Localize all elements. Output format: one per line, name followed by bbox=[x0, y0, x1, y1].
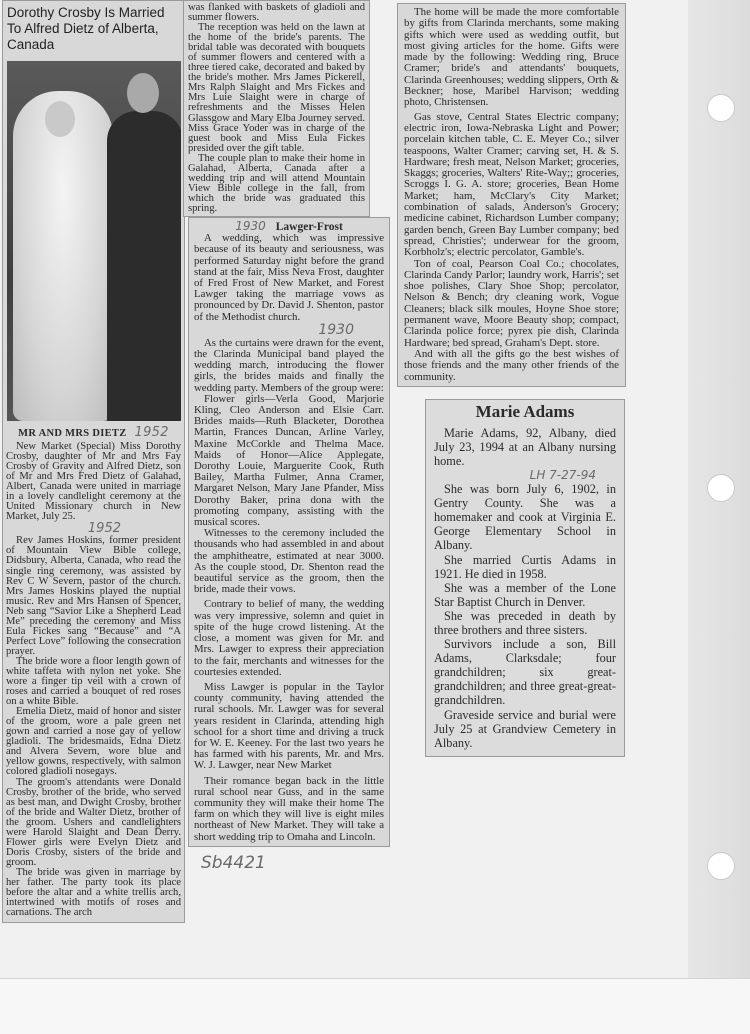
dietz-body bbox=[3, 442, 184, 918]
paragraph: The home will be made the more comfortable by gifts from Clarinda merchants, some making gifts which were used as wedding outfit, but most giving articles for the home. Gifts were made by the following: Wedding ring, Bruce Cramer; bride's and attendants' bouquets, Clarinda Greenhouses; wedding slippers, Orth & Beckner; hose, Maribel Harvison; wedding photo, Christensen. bbox=[404, 6, 619, 109]
lawger-frost-gifts-clipping bbox=[397, 3, 626, 387]
paragraph: New Market (Special) Miss Dorothy Crosby, daughter of Mr and Mrs Fay Crosby of Gravity and Alfred Dietz, son of Mr and Mrs Fred Dietz of Galahad, Albert, Canada were united in marriage in a lovely candlelight ceremony at the United Missionary church in New Market, July 25. bbox=[6, 441, 181, 523]
paragraph: Miss Lawger is popular in the Taylor county community, having attended the rural schools. Mr. Lawger was for several years resident in Clarinda, attending high school for a short time and driving a truck for W. E. Keeney. For the last two years he has farmed with his parents, Mr. and Mrs. W. J. Lawger, near New Market bbox=[194, 680, 384, 772]
dietz-continued-clipping bbox=[183, 0, 370, 217]
handwritten-date: LH 7-27-94 bbox=[529, 468, 596, 483]
paragraph: The bride was given in marriage by her father. The party took its place before the altar and a white trellis arch, intertwined with motifs of roses and carnations. The arch bbox=[6, 866, 181, 919]
handwritten-year: 1930 bbox=[235, 218, 266, 233]
photo-caption: MR AND MRS DIETZ bbox=[18, 428, 127, 439]
paragraph: She was a member of the Lone Star Baptist Church in Denver. bbox=[434, 580, 616, 609]
paragraph: was flanked with baskets of gladioli and summer flowers. bbox=[188, 2, 365, 24]
paragraph: She was born July 6, 1902, in Gentry County. She was a homemaker and cook at Virginia E. George Elementary School in Albany. bbox=[434, 482, 616, 553]
dietz-headline: Dorothy Crosby Is Married To Alfred Dietz of Alberta, Canada bbox=[7, 5, 165, 52]
scanner-margin bbox=[0, 978, 750, 1034]
paragraph: Ton of coal, Pearson Coal Co.; chocolates, Clarinda Candy Parlor; laundry work, Harris'; set shoe polishes, Clary Shoe Shop; percolator, Nelson & Bench; dry cleaning work, Vogue Cleaners; black silk moules, Hoyne Shoe store; permanent wave, Moore Beauty shop; compact, Clarinda police force; pyrex pie dish, Clarinda Hardware; bed spread, Graham's Dept. store. bbox=[404, 257, 619, 349]
paragraph: Survivors include a son, Bill Adams, Clarksdale; four grandchildren; six great-grandchildren; and three great-great-grandchildren. bbox=[434, 637, 616, 708]
binder-hole bbox=[707, 852, 735, 880]
column-2 bbox=[183, 0, 390, 873]
paragraph: And with all the gifts go the best wishes of those friends and the many other friends of the community. bbox=[404, 347, 619, 383]
column-3 bbox=[397, 3, 626, 757]
paragraph: The bride wore a floor length gown of white taffeta with nylon net yoke. She wore a finger tip veil with a crown of roses and carried a bouquet of red roses on a white Bible. bbox=[6, 655, 181, 708]
groom-figure bbox=[107, 111, 181, 421]
wedding-photo bbox=[7, 61, 181, 421]
paragraph: The groom's attendants were Donald Crosby, brother of the bride, who served as best man, and Dwight Crosby, brother of the bride and Walter Dietz, brother of the groom. Ushers and candlelighters were Harold Slaight and Dean Derry. Flower girls were Evelyn Dietz and Doris Crosby, sisters of the bride and groom. bbox=[6, 776, 181, 868]
paragraph: Graveside service and burial were July 25 at Grandview Cemetery in Albany. bbox=[434, 707, 616, 750]
paragraph: She married Curtis Adams in 1921. He died in 1958. bbox=[434, 552, 616, 581]
lawger-frost-clipping bbox=[188, 217, 390, 847]
paragraph: The couple plan to make their home in Galahad, Alberta, Canada after a wedding trip and will attend Mountain View Bible college in the fall, from which the bride was graduated this spring. bbox=[188, 152, 365, 214]
column-1 bbox=[2, 0, 185, 923]
groom-face bbox=[127, 73, 159, 113]
handwritten-year: 1952 bbox=[87, 521, 121, 537]
paragraph: Emelia Dietz, maid of honor and sister of the groom, wore a pale green net gown and carried a nose gay of yellow gladioli. The bridesmaids, Edna Dietz and Alvera Severn, wore blue and yellow gowns, respectively, with salmon colored gladioli nosegays. bbox=[6, 706, 181, 778]
marie-adams-headline: Marie Adams bbox=[475, 401, 575, 421]
paragraph: Contrary to belief of many, the wedding was very impressive, solemn and quiet in spite of the huge crowd listening. At the close, a moment was given for Mr. and Mrs. Lawger to express their appreciation to the fair, merchants and witnesses for the courtesies extended. bbox=[194, 598, 384, 678]
paragraph: Rev James Hoskins, former president of Mountain View Bible college, Didsbury, Alberta, Canada, who read the single ring ceremony, was assisted by Rev C W Severn, pastor of the church. Mrs James Hoskins played the nuptial music. Rev and Mrs Hansen of Spencer, Neb sang “Savior Like a Shepherd Lead Me” preceding the ceremony and Miss Eula Fickes sang “Because” and “A Perfect Love” following the consecration prayer. bbox=[6, 535, 181, 657]
handwritten-year: 1952 bbox=[134, 425, 169, 440]
paragraph: Gas stove, Central States Electric company; electric iron, Iowa-Nebraska Light and Power; porcelain kitchen table, C. E. Meyer Co.; silver teaspoons, Walter Cramer; carving set, H. & S. Hardware; fresh meat, Nelson Market; groceries, Skaggs; groceries, Walters' Rite-Way;; groceries, Scroggs I. G. A. store; groceries, Bean Home Market; ham, McClary's City Market; combination of salads, Anderson's Grocery; medicine cabinet, Richardson Lumber company; garden bench, Green Bay Lumber company; bed spread, Christies'; underwear for the groom, Korbholz's; electric percolator, Gamble's. bbox=[404, 110, 619, 259]
bride-figure bbox=[13, 91, 113, 421]
bride-face bbox=[45, 101, 75, 137]
paragraph: As the curtains were drawn for the event, the Clarinda Municipal band played the wedding march, introducing the flower girls, the brides maids and finally the wedding party. Members of the group were: bbox=[194, 336, 384, 394]
paragraph: Witnesses to the ceremony included the thousands who had assembled in and about the amphitheatre, estimated at near 3000. As the couple stood, Dr. Shenton read the beautiful service as the groom, then the bride, made their vows. bbox=[194, 527, 384, 596]
paragraph: Marie Adams, 92, Albany, died July 23, 1994 at an Albany nursing home. bbox=[434, 425, 616, 468]
lawger-frost-headline: Lawger-Frost bbox=[275, 220, 343, 233]
paragraph: She was preceded in death by three brothers and three sisters. bbox=[434, 608, 616, 638]
binder-hole bbox=[707, 474, 735, 502]
paragraph: The reception was held on the lawn at the home of the bride's parents. The bridal table was decorated with bouquets of summer flowers and centered with a three tiered cake, decorated and baked by the bride's mother. Mrs James Pickerell, Mrs Ralph Slaight and Mrs Fickes and Mrs Luie Slaight were in charge of refreshments and the Misses Helen Glassgow and Mary Elba Journey served. Miss Grace Yoder was in charge of the guest book and Miss Eula Fickes presided over the gift table. bbox=[188, 22, 365, 154]
photo-caption-row bbox=[3, 425, 184, 440]
paragraph: Flower girls—Verla Good, Marjorie Kling, Cleo Anderson and Elsie Carr. Brides maids—Ruth Blacketer, Dorothea Martin, Frances Duncan, Arline Varley, Maxine McCorkle and Thelma Mace. Maids of Honor—Alice Applegate, Dorothy Louie, Marguerite Cook, Ruth Bailey, Martha Fulmer, Anna Cramer, Margaret Nelson, Mary Jane Pfander, Miss Dorothy Baker, prina dona with the promoting company, assisting with the musical scores. bbox=[194, 392, 384, 529]
paragraph: A wedding, which was impressive because of its beauty and seriousness, was performed Saturday night before the grand stand at the fair, Miss Neva Frost, daughter of Fred Frost of New Market, and Forest Lawger taking the marriage vows as pronounced by Dr. David J. Shenton, pastor of the Methodist church. bbox=[194, 232, 384, 323]
marie-adams-clipping bbox=[425, 399, 625, 757]
binder-hole bbox=[707, 94, 735, 122]
scrapbook-id: Sb4421 bbox=[201, 852, 266, 873]
handwritten-year: 1930 bbox=[318, 321, 354, 338]
paragraph: Their romance began back in the little rural school near Guss, and in the same community they will make their home The farm on which they will live is eight miles northeast of New Market. They will take a short wedding trip to Omaha and Lincoln. bbox=[194, 774, 384, 843]
dietz-clipping bbox=[2, 0, 185, 923]
